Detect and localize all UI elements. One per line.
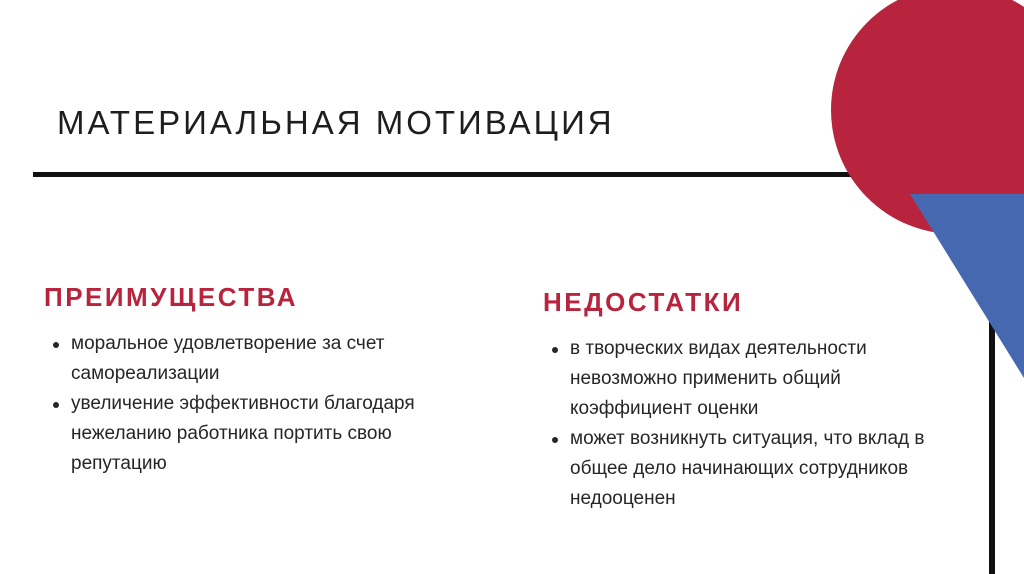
disadvantages-heading: НЕДОСТАТКИ <box>543 287 744 317</box>
advantages-list <box>44 329 464 479</box>
list-item: может возникнуть ситуация, что вклад в общее дело начинающих сотрудников недооценен <box>543 424 963 514</box>
header-rule <box>33 172 853 177</box>
slide-title: МАТЕРИАЛЬНАЯ МОТИВАЦИЯ <box>57 104 615 141</box>
vertical-rule <box>989 318 995 574</box>
advantages-heading: ПРЕИМУЩЕСТВА <box>44 282 298 312</box>
disadvantages-column <box>543 287 963 514</box>
list-item: в творческих видах деятельности невозможно применить общий коэффициент оценки <box>543 334 963 424</box>
list-item: моральное удовлетворение за счет самореализации <box>44 329 464 389</box>
list-item: увеличение эффективности благодаря нежеланию работника портить свою репутацию <box>44 389 464 479</box>
advantages-column <box>44 282 464 479</box>
disadvantages-list <box>543 334 963 514</box>
